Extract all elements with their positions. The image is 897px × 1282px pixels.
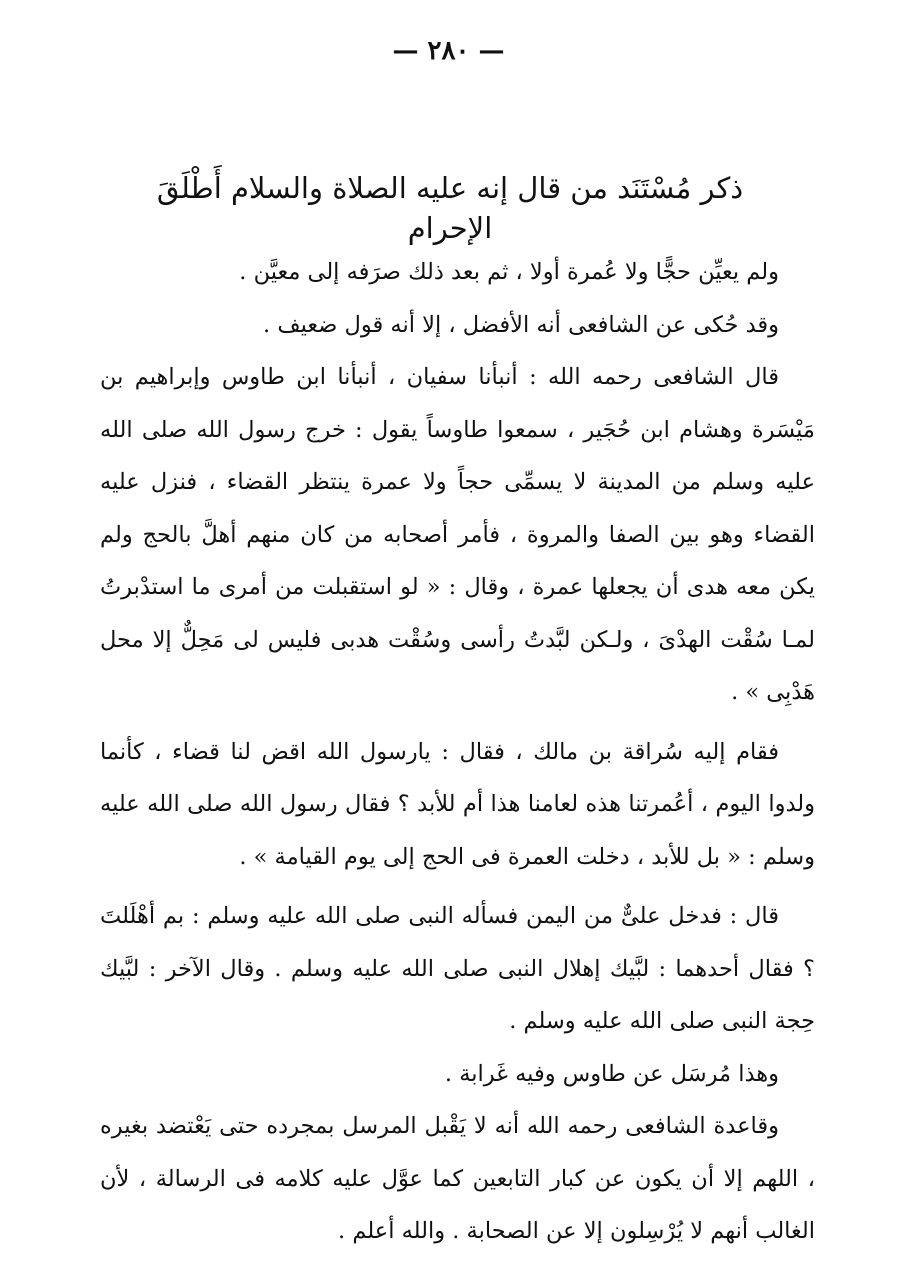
paragraph: قال : فدخل علىٌّ من اليمن فسأله النبى صلى الله عليه وسلم : بم أهْلَلتَ ؟ فقال أحدهما : لبَّيك إهلال النبى صلى الله عليه وسلم . وقال الآخر : لبَّيك حِجة النبى صلى الله عليه وسلم . <box>100 903 815 1034</box>
paragraph: وقد حُكى عن الشافعى أنه الأفضل ، إلا أنه قول ضعيف . <box>263 311 779 338</box>
paragraph: وهذا مُرسَل عن طاوس وفيه غَرابة . <box>444 1060 779 1087</box>
page-number: — ٢٨٠ — <box>392 36 505 66</box>
chapter-title: ذكر مُسْتَنَد من قال إنه عليه الصلاة والسلام أَطْلَقَ الإحرام <box>156 171 744 245</box>
paragraph: ولم يعيِّن حجًّا ولا عُمرة أولا ، ثم بعد ذلك صرَفه إلى معيَّن . <box>239 259 779 285</box>
body-text <box>100 246 815 1258</box>
paragraph: وقاعدة الشافعى رحمه الله أنه لا يَقْبل المرسل بمجرده حتى يَعْتضد بغيره ، اللهم إلا أن يكون عن كبار التابعين كما عوَّل عليه كلامه فى الرسالة ، لأن الغالب أنهم لا يُرْسِلون إلا عن الصحابة . والله أعلم . <box>100 1113 815 1244</box>
paragraph: فقام إليه سُراقة بن مالك ، فقال : يارسول الله اقض لنا قضاء ، كأنما ولدوا اليوم ، أعُمرتنا هذه لعامنا هذا أم للأبد ؟ فقال رسول الله صلى الله عليه وسلم : « بل للأبد ، دخلت العمرة فى الحج إلى يوم القيامة » . <box>100 738 815 870</box>
paragraph: قال الشافعى رحمه الله : أنبأنا سفيان ، أنبأنا ابن طاوس وإبراهيم بن مَيْسَرة وهشام ابن حُجَير ، سمعوا طاوساً يقول : خرج رسول الله صلى الله عليه وسلم من المدينة لا يسمِّى حجاً ولا عمرة ينتظر القضاء ، فنزل عليه القضاء وهو بين الصفا والمروة ، فأمر أصحابه من كان منهم أهلَّ بالحج ولم يكن معه هدى أن يجعلها عمرة ، وقال : « لو استقبلت من أمرى ما استدْبرتُ لمـا سُقْت الهدْىَ ، ولـكن لبَّدتُ رأسى وسُقْت هدبى فليس لى مَحِلٌّ إلا محل هَدْبِى » . <box>100 364 815 705</box>
